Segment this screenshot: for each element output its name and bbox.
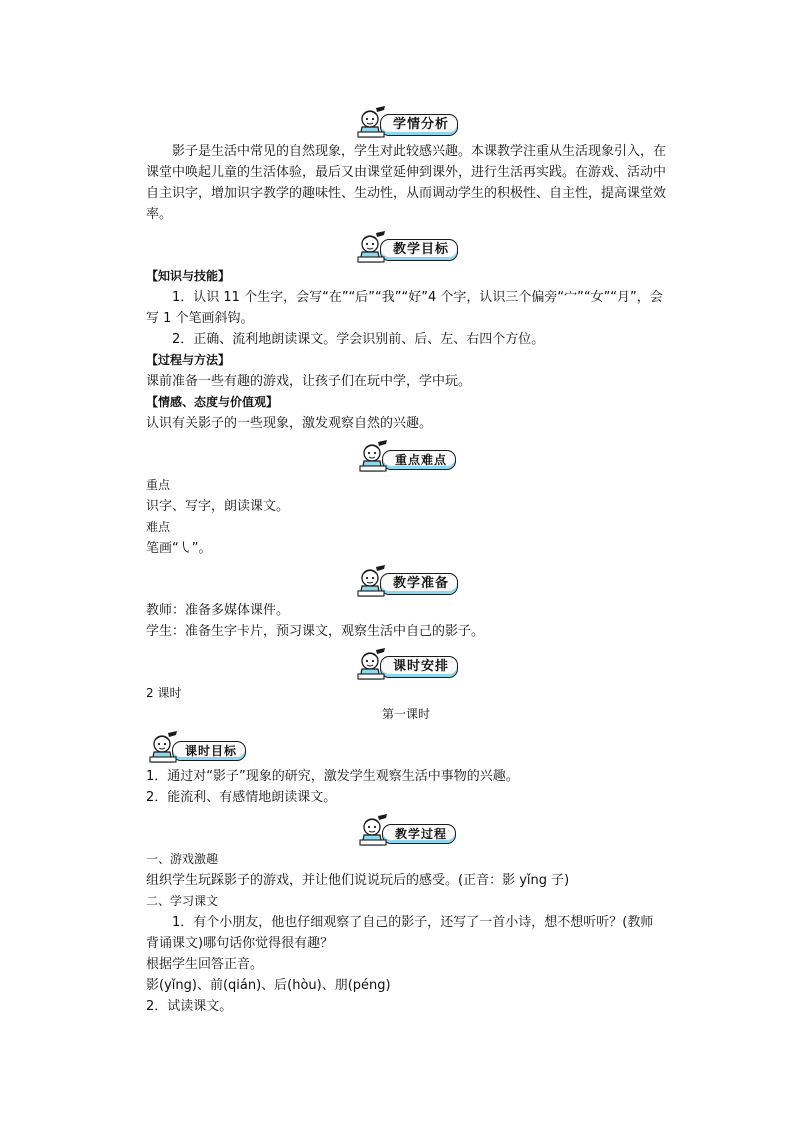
- section-title: 教学准备: [392, 576, 449, 591]
- process-step-2-title: 二、学习课文: [146, 894, 219, 908]
- goal-item-4: 认识有关影子的一些现象，激发观察自然的兴趣。: [146, 416, 433, 431]
- prep-student: 学生：准备生字卡片，预习课文，观察生活中自己的影子。: [146, 624, 485, 639]
- student-mascot-icon: [356, 814, 390, 846]
- student-mascot-icon: [146, 731, 180, 763]
- section-title: 教学目标: [392, 242, 449, 257]
- section-banner-schedule: [146, 646, 666, 680]
- process-step-2-item-1: 1．有个小朋友，他也仔细观察了自己的影子，还写了一首小诗，想不想听听？(教师背诵课文)哪句话你觉得很有趣？: [146, 915, 654, 951]
- section-banner-goals: [146, 229, 666, 263]
- process-step-2-pinyin: 影(yǐng)、前(qián)、后(hòu)、朋(péng): [146, 978, 391, 993]
- goal-item-1: 1．认识 11 个生字，会写“在”“后”“我”“好”4 个字，认识三个偏旁“宀”“女”“月”，会写 1 个笔画斜钩。: [146, 290, 663, 326]
- lesson-goal-2: 2．能流利、有感情地朗读课文。: [146, 790, 337, 805]
- prep-teacher: 教师：准备多媒体课件。: [146, 603, 290, 618]
- lesson-goal-1: 1．通过对“影子”现象的研究，激发学生观察生活中事物的兴趣。: [146, 769, 519, 784]
- student-mascot-icon: [354, 231, 388, 263]
- section-banner-keypoints: [146, 438, 666, 472]
- goal-heading-knowledge: 【知识与技能】: [146, 269, 231, 283]
- goal-heading-emotion: 【情感、态度与价值观】: [146, 395, 279, 409]
- document-page: [146, 100, 666, 1017]
- difficulty-text: 笔画“㇂”。: [146, 541, 212, 556]
- difficulty-label: 难点: [146, 520, 171, 534]
- student-mascot-icon: [354, 648, 388, 680]
- section-banner-lesson-goals: [146, 729, 666, 763]
- process-step-1-title: 一、游戏激趣: [146, 852, 219, 866]
- process-step-2-note: 根据学生回答正音。: [146, 957, 264, 972]
- section-banner-prep: [146, 563, 666, 597]
- student-mascot-icon: [356, 440, 390, 472]
- section-title: 重点难点: [394, 453, 447, 467]
- schedule-hours: 2 课时: [146, 686, 182, 700]
- section-title: 学情分析: [392, 117, 449, 132]
- section-title: 教学过程: [394, 827, 447, 841]
- goal-item-3: 课前准备一些有趣的游戏，让孩子们在玩中学，学中玩。: [146, 374, 472, 389]
- section-banner-process: [146, 812, 666, 846]
- goal-heading-process: 【过程与方法】: [146, 353, 231, 367]
- analysis-paragraph: 影子是生活中常见的自然现象，学生对此较感兴趣。本课教学注重从生活现象引入，在课堂中唤起儿童的生活体验，最后又由课堂延伸到课外，进行生活再实践。在游戏、活动中自主识字，增加识字教学的趣味性、生动性，从而调动学生的积极性、自主性，提高课堂效率。: [146, 144, 667, 222]
- student-mascot-icon: [354, 565, 388, 597]
- student-mascot-icon: [354, 106, 388, 138]
- keypoint-label: 重点: [146, 478, 171, 492]
- process-step-2-item-2: 2．试读课文。: [146, 999, 233, 1014]
- section-title: 课时安排: [392, 659, 449, 674]
- goal-item-2: 2．正确、流利地朗读课文。学会识别前、后、左、右四个方位。: [172, 332, 545, 347]
- section-title: 课时目标: [185, 744, 238, 758]
- keypoint-text: 识字、写字，朗读课文。: [146, 499, 290, 514]
- process-step-1-text: 组织学生玩踩影子的游戏，并让他们说说玩后的感受。(正音：影 yǐng 子): [146, 873, 570, 888]
- section-banner-analysis: [146, 104, 666, 138]
- lesson-heading: 第一课时: [381, 707, 430, 721]
